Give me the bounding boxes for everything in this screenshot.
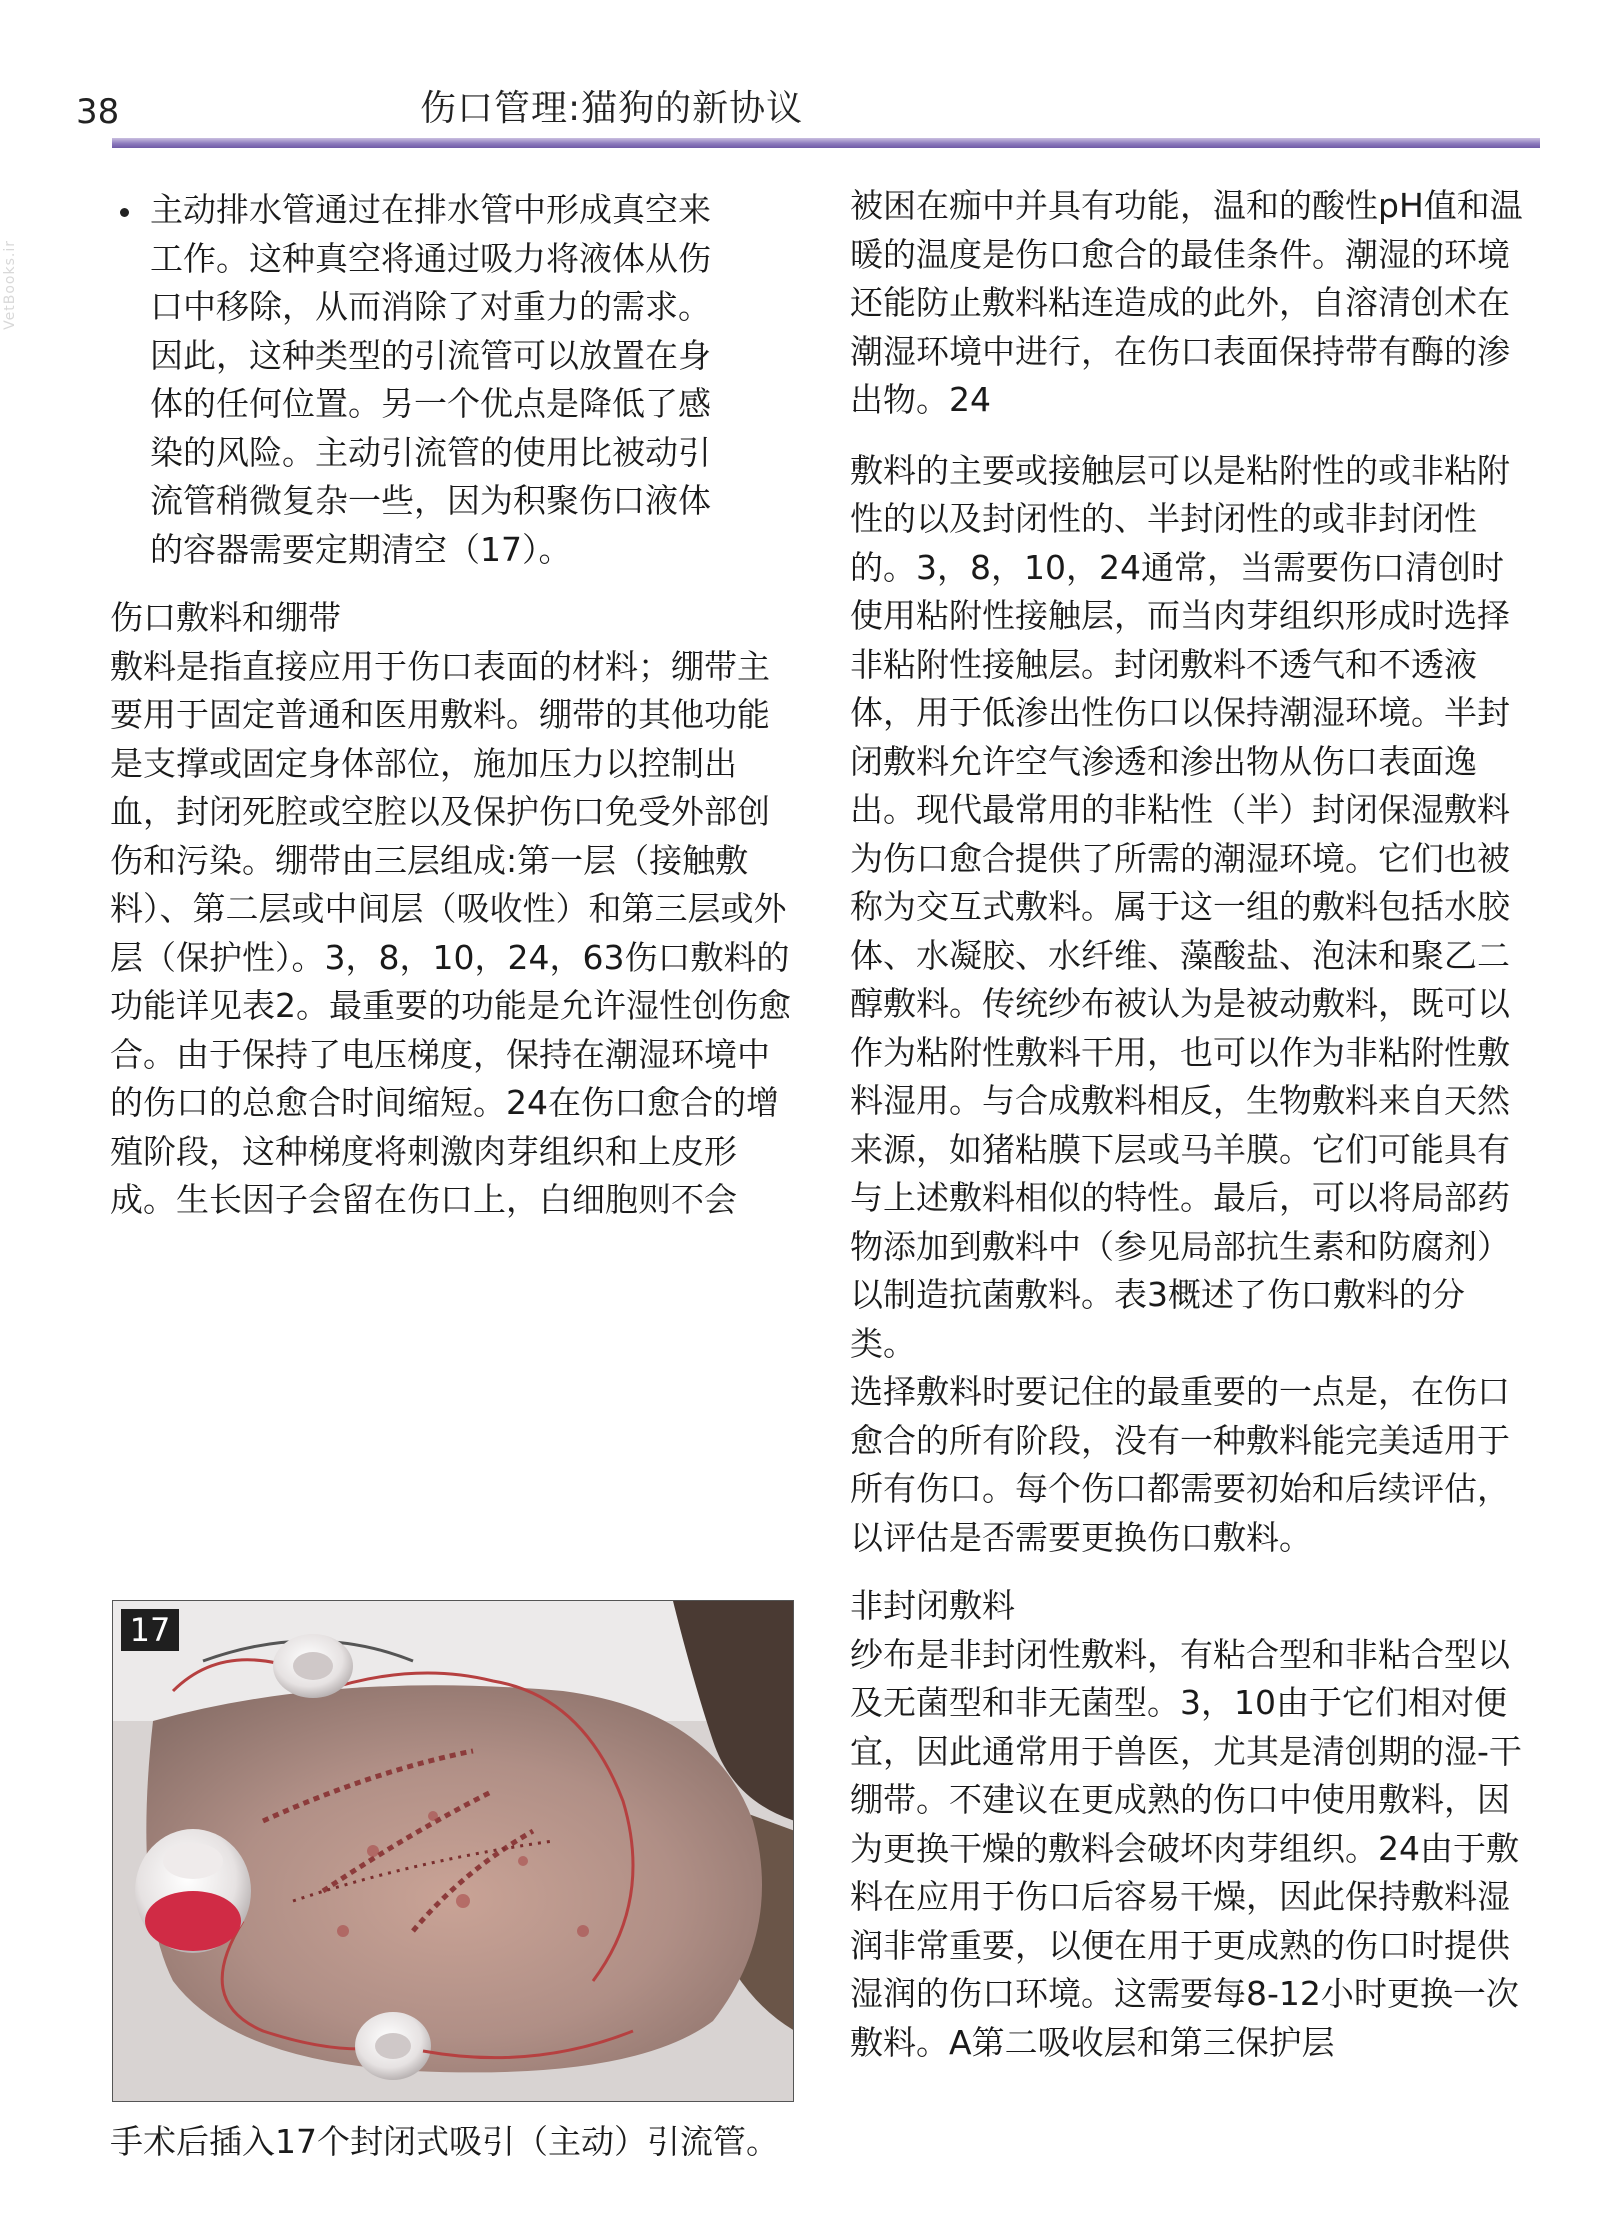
section-heading-non-occlusive: 非封闭敷料 (850, 1586, 1015, 1625)
left-column (110, 186, 800, 1225)
section-heading-dressings: 伤口敷料和绷带 (110, 598, 341, 637)
paragraph-dressings: 敷料是指直接应用于伤口表面的材料；绷带主要用于固定普通和医用敷料。绷带的其他功能是支撑或固定身体部位，施加压力以控制出血，封闭死腔或空腔以及保护伤口免受外部创伤和污染。绷带由三层组成:第一层（接触敷料）、第二层或中间层（吸收性）和第三层或外层（保护性）。3，8，10，24，63伤口敷料的功能详见表2。最重要的功能是允许湿性创伤愈合。由于保持了电压梯度，保持在潮湿环境中的伤口的总愈合时间缩短。24在伤口愈合的增殖阶段，这种梯度将刺激肉芽组织和上皮形成。生长因子会留在伤口上，白细胞则不会 (110, 646, 791, 1219)
surgical-photo-illustration (113, 1601, 794, 2102)
watermark: VetBooks.ir (2, 240, 18, 330)
header-rule (112, 138, 1540, 148)
page-number: 38 (76, 92, 120, 132)
figure-number-label: 17 (121, 1609, 179, 1651)
right-column (850, 182, 1530, 2067)
figure-caption: 手术后插入17个封闭式吸引（主动）引流管。 (110, 2122, 779, 2161)
paragraph-moist-environment: 被困在痂中并具有功能，温和的酸性pH值和温暖的温度是伤口愈合的最佳条件。潮湿的环境还能防止敷料粘连造成的此外，自溶清创术在潮湿环境中进行，在伤口表面保持带有酶的渗出物。24 (850, 186, 1523, 419)
running-title: 伤口管理:猫狗的新协议 (420, 88, 804, 129)
figure-drain-photo (112, 1600, 794, 2102)
paragraph-dressing-selection: 选择敷料时要记住的最重要的一点是，在伤口愈合的所有阶段，没有一种敷料能完美适用于所有伤口。每个伤口都需要初始和后续评估，以评估是否需要更换伤口敷料。 (850, 1372, 1510, 1557)
paragraph-contact-layer: 敷料的主要或接触层可以是粘附性的或非粘附性的以及封闭性的、半封闭性的或非封闭性的。3，8，10，24通常，当需要伤口清创时使用粘附性接触层，而当肉芽组织形成时选择非粘附性接触层。封闭敷料不透气和不透液体，用于低渗出性伤口以保持潮湿环境。半封闭敷料允许空气渗透和渗出物从伤口表面逸出。现代最常用的非粘性（半）封闭保湿敷料为伤口愈合提供了所需的潮湿环境。它们也被称为交互式敷料。属于这一组的敷料包括水胶体、水凝胶、水纤维、藻酸盐、泡沫和聚乙二醇敷料。传统纱布被认为是被动敷料，既可以作为粘附性敷料干用，也可以作为非粘附性敷料湿用。与合成敷料相反，生物敷料来自天然来源，如猪粘膜下层或马羊膜。它们可能具有与上述敷料相似的特性。最后，可以将局部药物添加到敷料中（参见局部抗生素和防腐剂）以制造抗菌敷料。表3概述了伤口敷料的分类。 (850, 450, 1510, 1363)
paragraph-gauze: 纱布是非封闭性敷料，有粘合型和非粘合型以及无菌型和非无菌型。3，10由于它们相对便宜，因此通常用于兽医，尤其是清创期的湿-干绷带。不建议在更成熟的伤口中使用敷料，因为更换干燥的敷料会破坏肉芽组织。24由于敷料在应用于伤口后容易干燥，因此保持敷料湿润非常重要，以便在用于更成熟的伤口时提供湿润的伤口环境。这需要每8-12小时更换一次敷料。A第二吸收层和第三保护层 (850, 1634, 1522, 2062)
bullet-active-drain: 主动排水管通过在排水管中形成真空来工作。这种真空将通过吸力将液体从伤口中移除，从而消除了对重力的需求。因此，这种类型的引流管可以放置在身体的任何位置。另一个优点是降低了感染的风险。主动引流管的使用比被动引流管稍微复杂一些，因为积聚伤口液体的容器需要定期清空（17）。 (110, 186, 740, 574)
